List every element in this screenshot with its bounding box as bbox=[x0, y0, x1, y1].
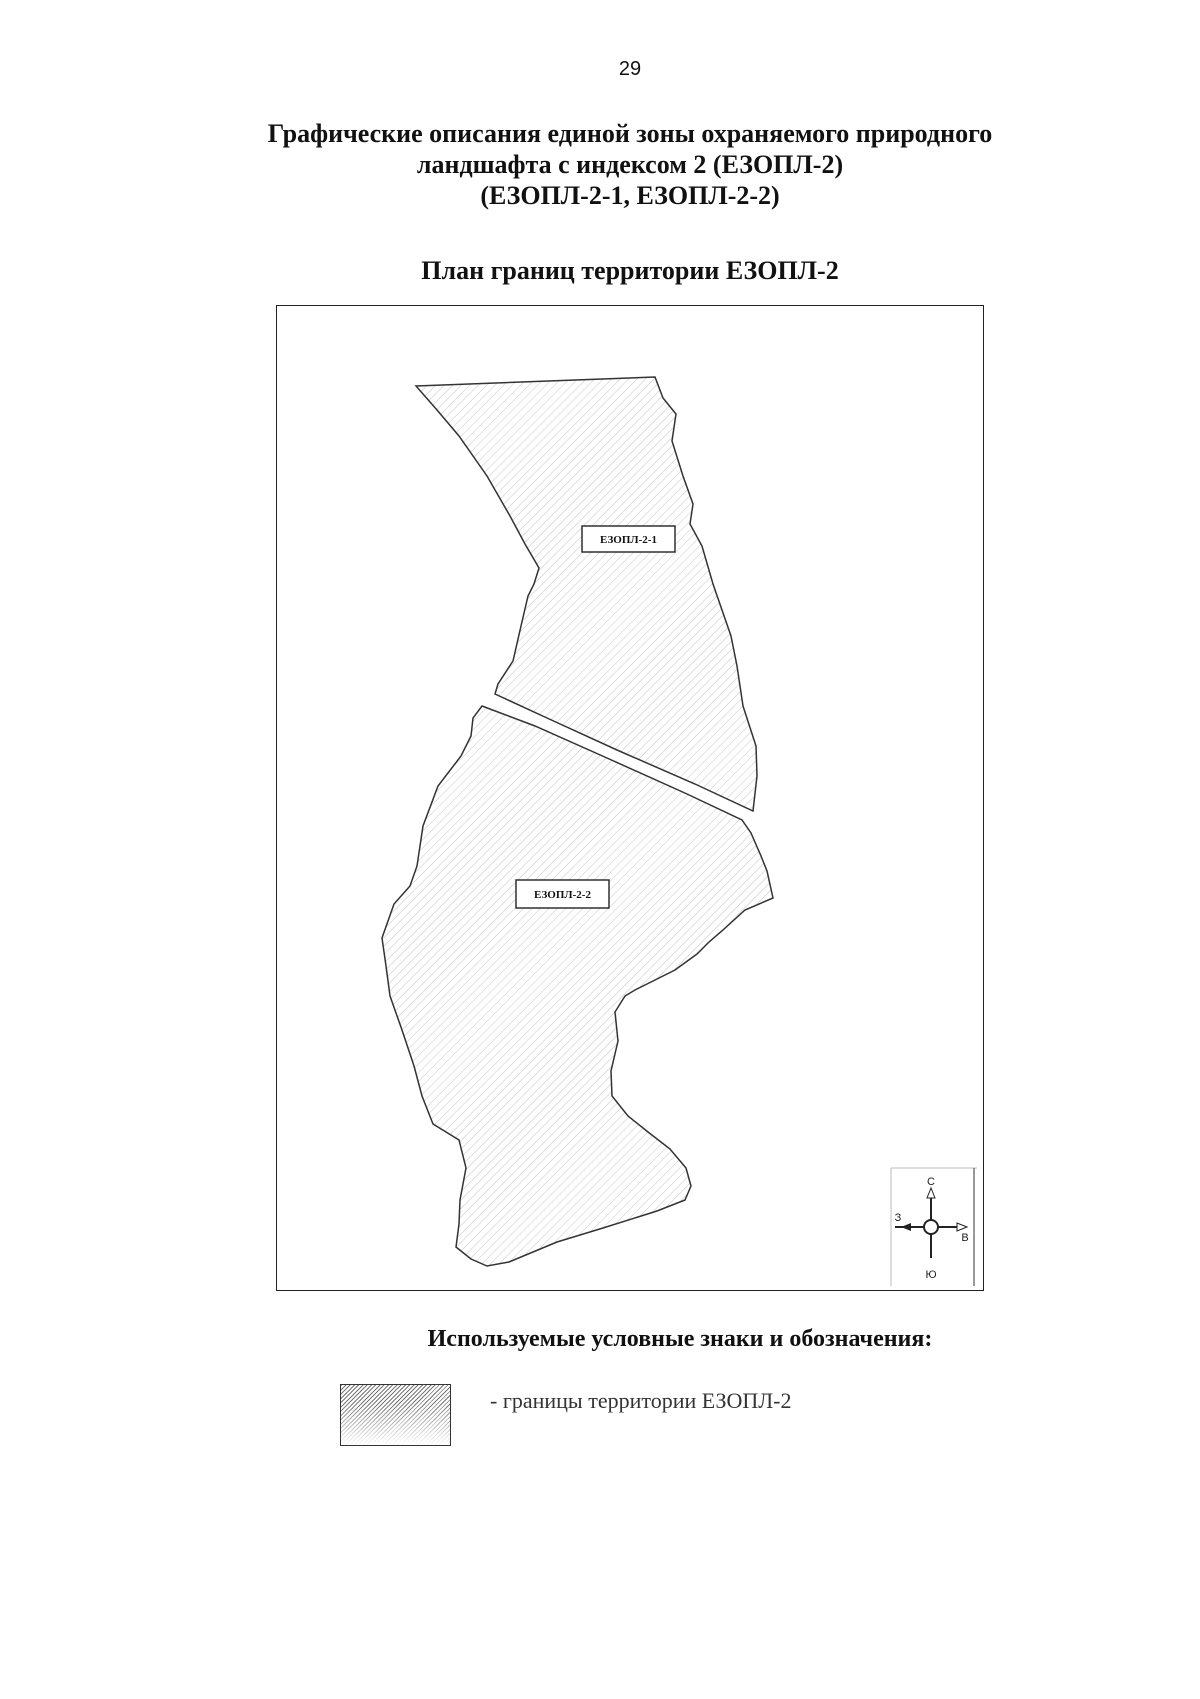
document-title bbox=[160, 118, 1100, 211]
compass-east-label: В bbox=[961, 1232, 969, 1244]
zone-label-ezopl-2-2: ЕЗОПЛ-2-2 bbox=[534, 889, 591, 901]
compass-south-label: Ю bbox=[925, 1269, 937, 1281]
title-line-2: ландшафта с индексом 2 (ЕЗОПЛ-2) bbox=[416, 150, 844, 179]
title-line-3: (ЕЗОПЛ-2-1, ЕЗОПЛ-2-2) bbox=[480, 181, 780, 210]
boundary-map bbox=[277, 306, 985, 1292]
legend-hatch-swatch bbox=[340, 1384, 451, 1446]
title-line-1: Графические описания единой зоны охраняемого природного bbox=[267, 119, 993, 148]
map-title: План границ территории ЕЗОПЛ-2 bbox=[421, 256, 839, 285]
map-frame bbox=[276, 305, 984, 1291]
compass-north-label: С bbox=[927, 1176, 935, 1188]
legend-title: Используемые условные знаки и обозначения: bbox=[427, 1326, 933, 1352]
compass-rose-icon bbox=[891, 1168, 977, 1286]
page-number: 29 bbox=[618, 58, 642, 80]
legend-item-text: - границы территории ЕЗОПЛ-2 bbox=[490, 1388, 792, 1413]
compass-west-label: З bbox=[894, 1212, 902, 1224]
zone-label-ezopl-2-1: ЕЗОПЛ-2-1 bbox=[600, 534, 657, 546]
